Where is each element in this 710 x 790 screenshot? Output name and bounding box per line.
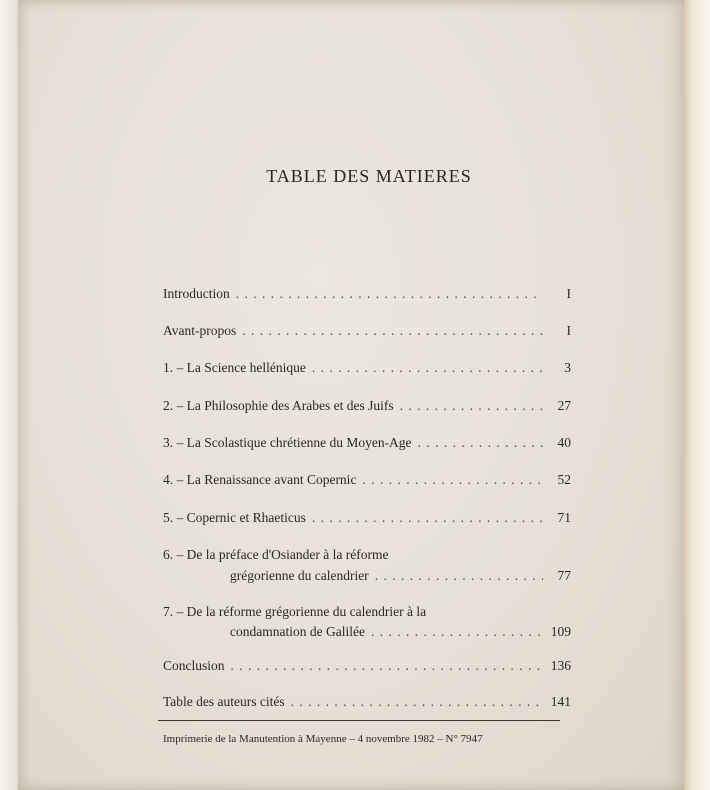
toc-entry-chapter-1 [163,358,571,378]
toc-entry-chapter-7 [163,622,571,642]
toc-entry-label: Table des auteurs cités [163,694,285,709]
toc-entry-page: 40 [557,435,571,450]
printer-imprint: Imprimerie de la Manutention à Mayenne – 4 novembre 1982 – N° 7947 [163,733,483,745]
dot-leader [291,692,543,712]
toc-entry-label: 1. – La Science hellénique [163,360,306,375]
dot-leader [312,508,543,528]
toc-entry-page: 136 [550,658,571,673]
dot-leader [400,396,543,416]
toc-entry-chapter-6 [163,566,571,586]
toc-entry-chapter-6-line1: 6. – De la préface d'Osiander à la réforme [163,547,389,562]
toc-entry-chapter-3 [163,433,571,453]
page-title: TABLE DES MATIERES [266,166,472,186]
dot-leader [236,284,543,304]
toc-entry-label: Conclusion [163,658,225,673]
toc-entry-chapter-7-line1: 7. – De la réforme grégorienne du calendrier à la [163,604,427,619]
toc-entry-page: I [566,286,571,301]
right-page-edge [684,0,710,790]
dot-leader [418,433,543,453]
dot-leader [312,358,543,378]
toc-entry-chapter-2 [163,396,571,416]
toc-entry-label: grégorienne du calendrier [230,568,369,583]
dot-leader [231,656,543,676]
toc-entry-table-des-auteurs [163,692,571,712]
toc-entry-label: 2. – La Philosophie des Arabes et des Juifs [163,398,394,413]
toc-entry-label: 3. – La Scolastique chrétienne du Moyen-Age [163,435,412,450]
dot-leader [362,470,543,490]
toc-entry-page: 3 [564,360,571,375]
toc-entry-label: Introduction [163,286,230,301]
toc-entry-page: I [566,323,571,338]
toc-entry-conclusion [163,656,571,676]
toc-entry-label: 5. – Copernic et Rhaeticus [163,510,306,525]
toc-entry-page: 52 [557,472,571,487]
toc-entry-chapter-4 [163,470,571,490]
toc-entry-label: 4. – La Renaissance avant Copernic [163,472,357,487]
toc-entry-page: 109 [550,624,571,639]
footer-rule [158,720,560,721]
toc-entry-avant-propos [163,321,571,341]
toc-entry-chapter-5 [163,508,571,528]
toc-entry-introduction [163,284,571,304]
toc-entry-label: Avant-propos [163,323,237,338]
dot-leader [242,321,543,341]
toc-entry-page: 77 [557,568,571,583]
toc-entry-label: condamnation de Galilée [230,624,365,639]
toc-entry-page: 71 [557,510,571,525]
dot-leader [375,566,543,586]
toc-entry-page: 27 [557,398,571,413]
dot-leader [371,622,543,642]
toc-entry-page: 141 [550,694,571,709]
